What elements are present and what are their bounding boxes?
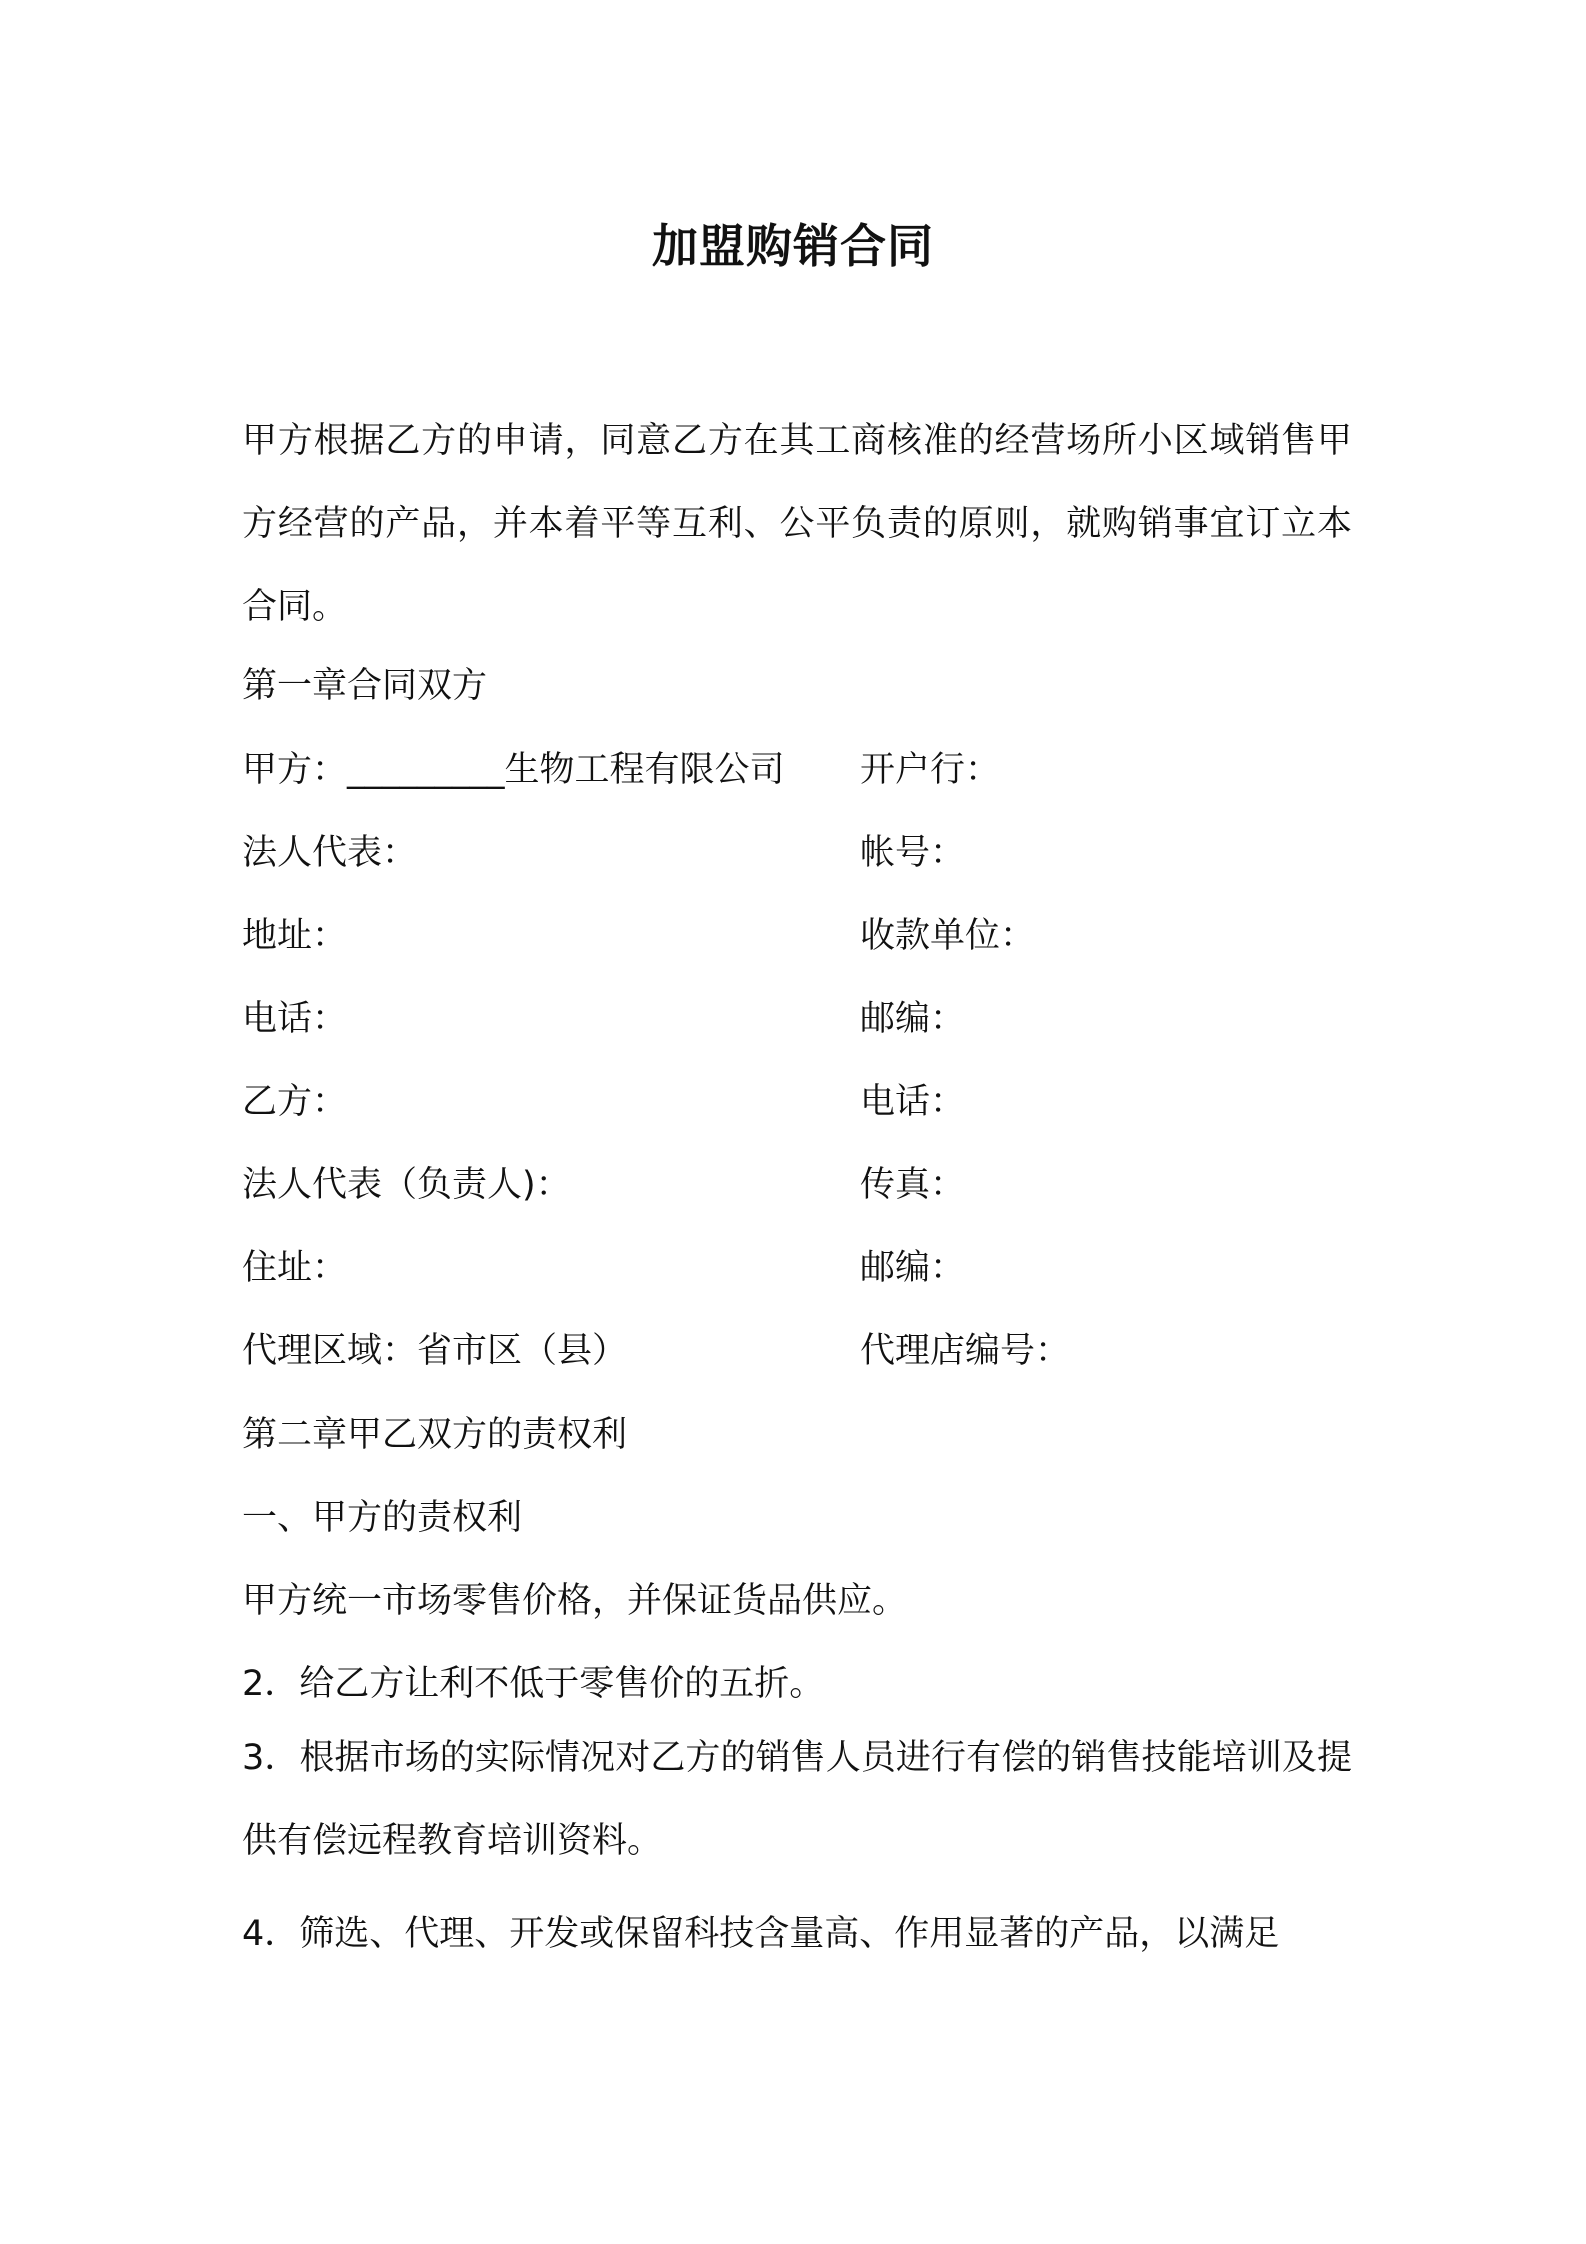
chapter-2-heading: 第二章甲乙双方的责权利 xyxy=(242,1415,628,1455)
party-row-left: 甲方：_________生物工程有限公司 xyxy=(242,750,785,790)
party-row-right: 电话： xyxy=(860,1082,966,1122)
party-row-right: 邮编： xyxy=(860,999,966,1039)
clause-4: 4．筛选、代理、开发或保留科技含量高、作用显著的产品，以满足 xyxy=(242,1914,1280,1954)
clause-1: 甲方统一市场零售价格，并保证货品供应。 xyxy=(242,1581,908,1621)
party-row-left: 乙方： xyxy=(242,1082,348,1122)
party-row-right: 收款单位： xyxy=(860,916,1036,956)
intro-paragraph: 甲方根据乙方的申请，同意乙方在其工商核准的经营场所小区域销售甲方经营的产品，并本着平等互利、公平负责的原则，就购销事宜订立本合同。 xyxy=(242,421,1352,627)
chapter-1-heading: 第一章合同双方 xyxy=(242,666,488,706)
clause-2: 2．给乙方让利不低于零售价的五折。 xyxy=(242,1664,825,1704)
party-row-left: 法人代表（负责人)： xyxy=(242,1165,571,1205)
document-title: 加盟购销合同 xyxy=(652,219,934,273)
section-1-heading: 一、甲方的责权利 xyxy=(242,1498,523,1538)
party-row-left: 代理区域：省市区（县） xyxy=(242,1331,628,1371)
party-row-left: 法人代表： xyxy=(242,833,418,873)
party-row-right: 代理店编号： xyxy=(860,1331,1071,1371)
party-row-right: 开户行： xyxy=(860,750,1001,790)
clause-3: 3．根据市场的实际情况对乙方的销售人员进行有偿的销售技能培训及提供有偿远程教育培训资料。 xyxy=(242,1738,1352,1861)
party-row-left: 地址： xyxy=(242,916,348,956)
party-row-left: 住址： xyxy=(242,1248,348,1288)
party-row-right: 邮编： xyxy=(860,1248,966,1288)
party-row-right: 传真： xyxy=(860,1165,966,1205)
party-row-left: 电话： xyxy=(242,999,348,1039)
party-row-right: 帐号： xyxy=(860,833,966,873)
